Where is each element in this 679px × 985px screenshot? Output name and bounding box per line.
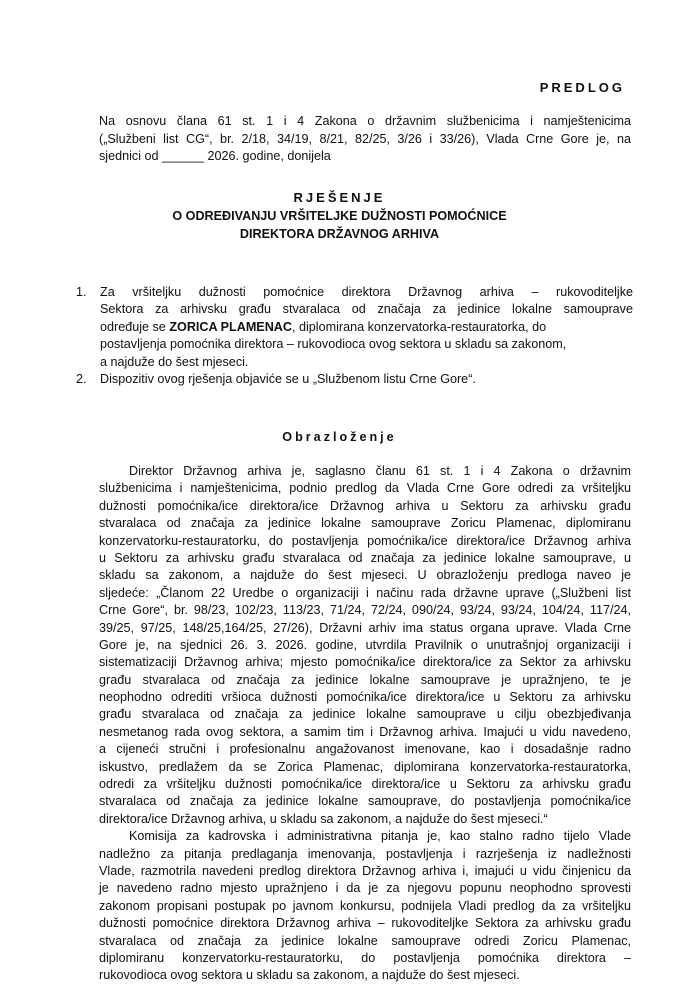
body-line: zakonom propisani postupak po javnom konkursu, podnijela Vladi predlog da za vršiteljku <box>99 898 631 913</box>
body-line: nesmetanog rada ovog sektora, a samim tim i Državnog arhiva. Imajući u vidu navedeno, <box>99 724 631 739</box>
preamble-line: sjednici od ______ 2026. godine, donijela <box>99 149 331 164</box>
body-line: Komisija za kadrovska i administrativna pitanja je, kao stalno radno tijelo Vlade <box>129 829 631 844</box>
body-line: stvaralaca od značaja za jedinice lokalne samouprave Zoricu Plamenac, diplomiranu <box>99 516 631 531</box>
list-line-text: , diplomirana konzervatorka-restauratorka, do <box>292 319 547 334</box>
list-line: Sektora za arhivsku građu stvaralaca od značaja za jedinice lokalne samouprave <box>100 302 633 317</box>
body-line: Crne Gore“, br. 98/23, 102/23, 113/23, 71/24, 72/24, 090/24, 93/24, 93/24, 104/24, 117/24, <box>99 603 631 618</box>
list-line: Dispozitiv ovog rješenja objaviće se u „Službenom listu Crne Gore“. <box>100 372 476 387</box>
preamble <box>99 113 631 166</box>
body-line: Vlade, razmotrila navedeni predlog direktora Državnog arhiva i, imajući u vidu činjenicu da <box>99 863 631 878</box>
body-line: sljedeće: „Članom 22 Uredbe o organizaciji i načinu rada državne uprave („Službeni list <box>99 585 631 600</box>
list-line <box>100 319 633 336</box>
body-line: konzervatorku-restauratorku, do postavljenja pomoćnika/ice direktora/ice Državnog arhiva <box>99 533 631 548</box>
body-line: direktora/ice Državnog arhiva, u skladu sa zakonom, a najduže do šest mjeseci.“ <box>99 811 548 826</box>
body-line: 39/25, 97/25, 148/25,164/25, 27/26), Državni arhiv ima status organa uprave. Vlada Crne <box>99 620 631 635</box>
body-line: dužnosti pomoćnika/ice direktora/ice Državnog arhiva u Sektoru za arhivsku građu <box>99 498 631 513</box>
body-line: stvaralaca od značaja za jedinice lokalne samouprave, do postavljenja pomoćnika/ice <box>99 794 631 809</box>
body-line: skladu sa zakonom, a najduže do šest mjeseci. U obrazloženju predloga naveo je <box>99 568 631 583</box>
list-number: 2. <box>76 372 87 387</box>
subtitle-line: DIREKTORA DRŽAVNOG ARHIVA <box>239 227 440 241</box>
appointee-name: ZORICA PLAMENAC <box>169 319 292 334</box>
list-line: a najduže do šest mjeseci. <box>100 354 249 369</box>
list-item <box>73 371 633 388</box>
preamble-line: („Službeni list CG“, br. 2/18, 34/19, 8/21, 82/25, 3/26 i 33/26), Vlada Crne Gore je, na <box>99 131 631 146</box>
document-subtitle <box>0 207 679 243</box>
obrazlozenje-heading: Obrazloženje <box>282 430 397 444</box>
document-title: RJEŠENJE <box>293 190 386 205</box>
list-line-text: određuje se <box>100 319 170 334</box>
obrazlozenje-body <box>99 463 631 985</box>
body-line: službenicima i namještenicima, podnio predlog da Vlada Crne Gore odredi za vršiteljku <box>99 481 631 496</box>
body-line: sistematizaciji Državnog arhiva; mjesto pomoćnika/ice direktora/ice za Sektor za arhivsku <box>99 655 631 670</box>
list-number: 1. <box>76 285 87 299</box>
body-line: stvaralaca od značaja za jedinice lokalne samouprave odredi Zoricu Plamenac, <box>99 933 631 948</box>
body-line: građu stvaralaca od značaja za jedinice lokalne samouprave je upražnjeno, te je <box>99 672 631 687</box>
body-line: nadležno za pitanja predlaganja imenovanja, postavljenja i razrješenja iz nadležnosti <box>99 846 631 861</box>
dispositive-list <box>73 284 633 388</box>
list-line: postavljenja pomoćnika direktora – rukovodioca ovog sektora u skladu sa zakonom, <box>100 337 567 352</box>
list-line: Za vršiteljku dužnosti pomoćnice direktora Državnog arhiva – rukovoditeljke <box>100 285 633 299</box>
predlog-label: PREDLOG <box>539 80 625 95</box>
body-line: a cijeneći stručni i profesionalnu angažovanost imenovane, kao i dosadašnje radno <box>99 742 631 757</box>
body-line: odredi za vršiteljku dužnosti pomoćnika/ice direktora/ice u Sektoru za arhivsku građu <box>99 777 631 792</box>
subtitle-line: O ODREĐIVANJU VRŠITELJKE DUŽNOSTI POMOĆNICE <box>172 209 507 223</box>
body-line: građu stvaralaca od značaja za jedinice lokalne samouprave u cilju obezbjeđivanja <box>99 707 631 722</box>
body-line: rukovodioca ovog sektora u skladu sa zakonom, a najduže do šest mjeseci. <box>99 968 520 983</box>
preamble-line: Na osnovu člana 61 st. 1 i 4 Zakona o državnim službenicima i namještenicima <box>99 114 631 128</box>
body-line: je navedeno radno mjesto upražnjeno i da je za njegovu popunu neophodno sprovesti <box>99 881 631 896</box>
body-line: u Sektoru za arhivsku građu stvaralaca od značaja za jedinice lokalne samouprave, u <box>99 550 631 565</box>
body-line: iskustvo, predlažem da se Zorica Plamenac, diplomirana konzervatorka-restauratorka, <box>99 759 631 774</box>
body-line: Direktor Državnog arhiva je, saglasno članu 61 st. 1 i 4 Zakona o državnim <box>129 464 631 478</box>
body-line: neophodno odrediti vršioca dužnosti pomoćnika/ice direktora/ice u Sektoru za arhivsku <box>99 690 631 705</box>
body-line: diplomiranu konzervatorku-restauratorku, do postavljenja pomoćnika direktora – <box>99 950 631 965</box>
list-item <box>73 284 633 371</box>
body-line: dužnosti pomoćnice direktora Državnog arhiva – rukovoditeljke Sektora za arhivsku građu <box>99 916 631 931</box>
body-line: Gore je, na sjednici 26. 3. 2026. godine, utvrdila Pravilnik o unutrašnjoj organizaciji i <box>99 637 631 652</box>
